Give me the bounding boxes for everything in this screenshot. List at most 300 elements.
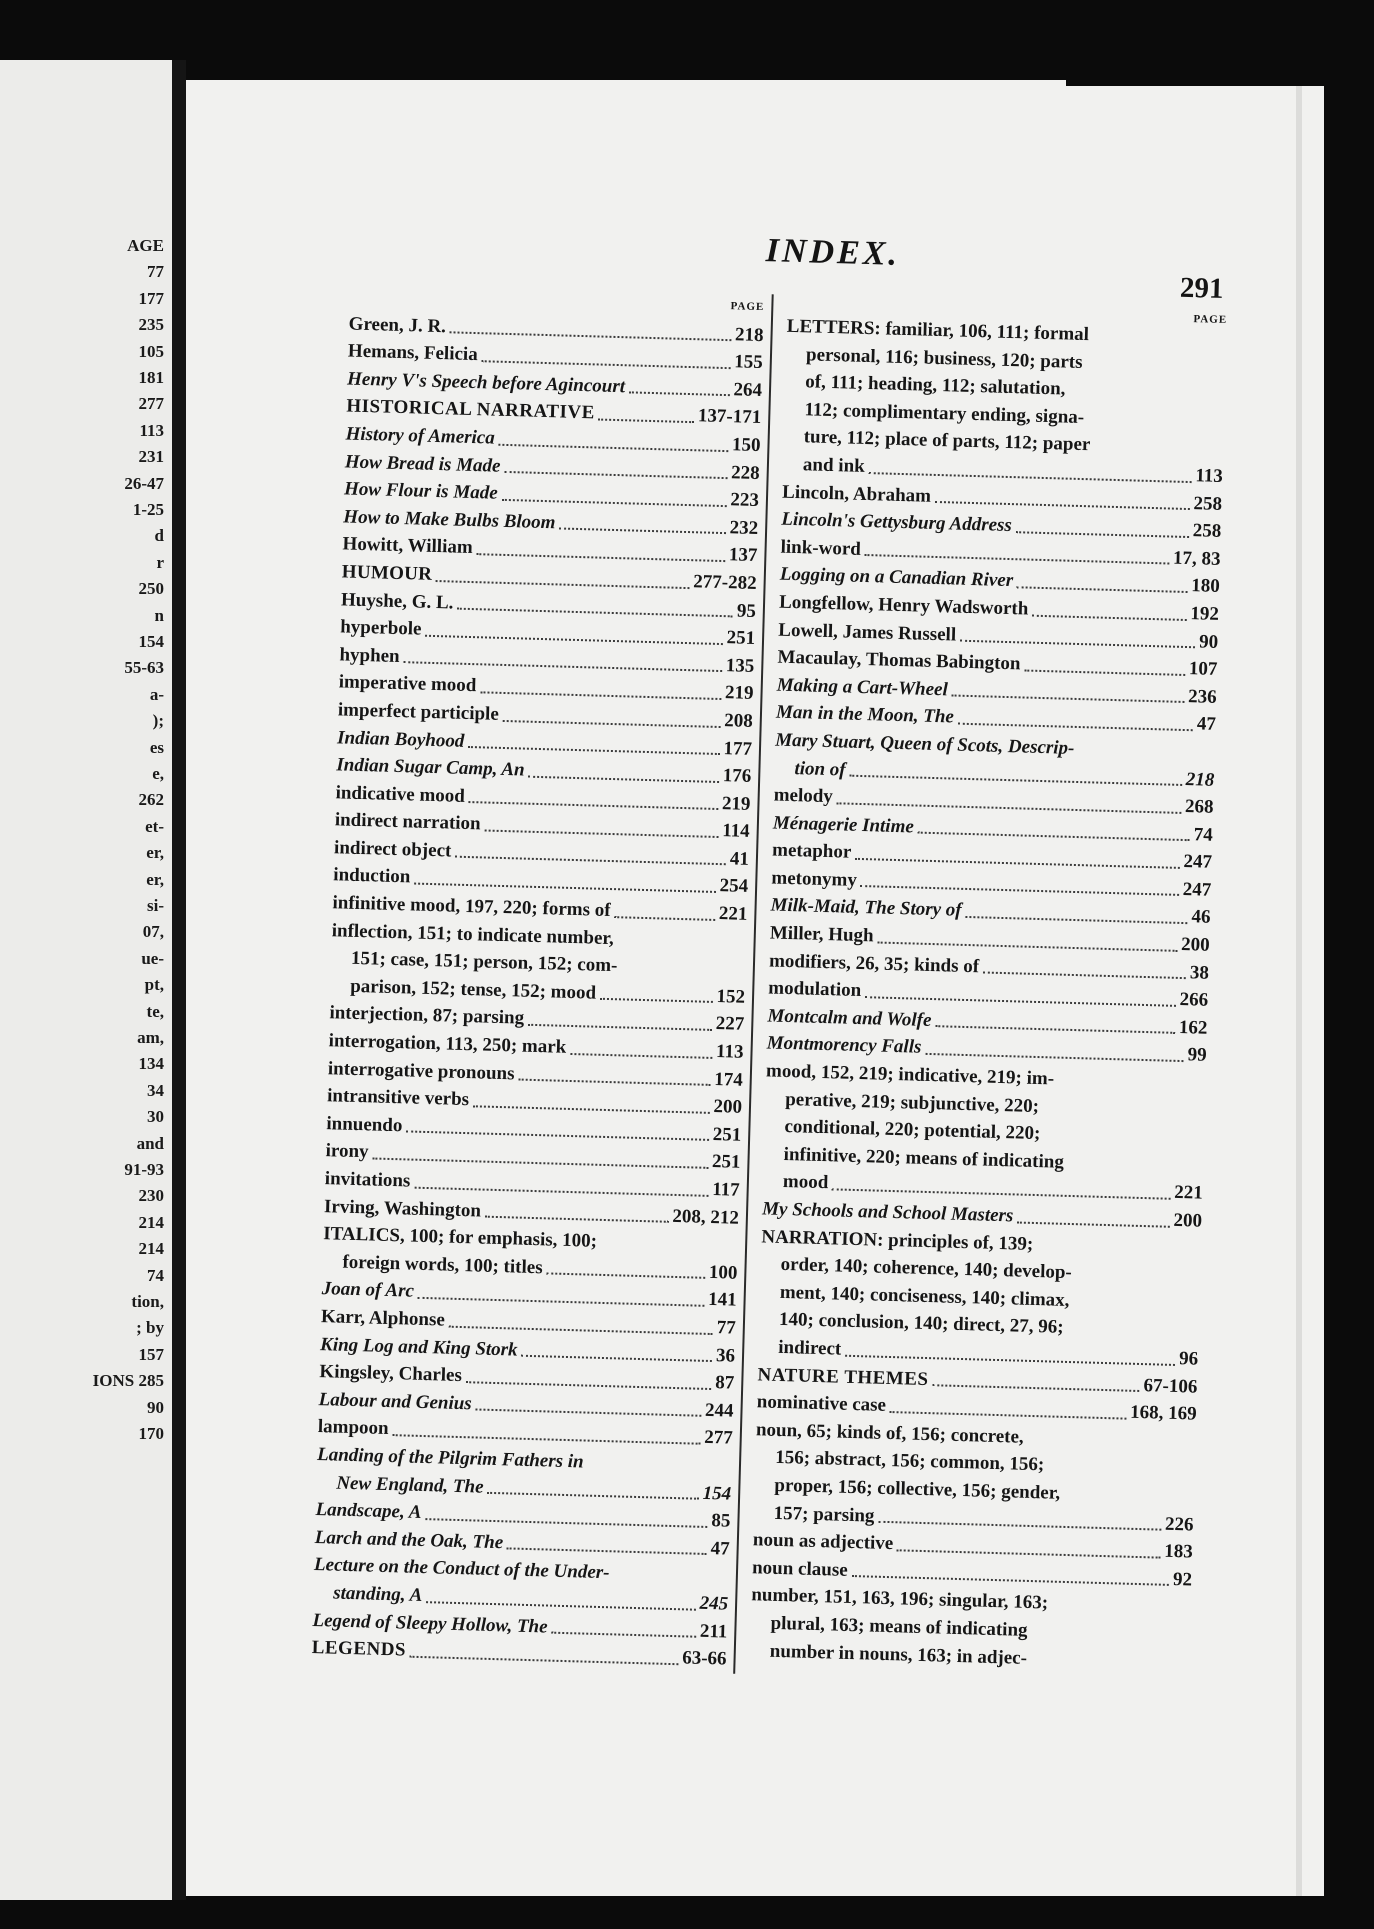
index-entry-page: 47 bbox=[710, 1537, 730, 1560]
leader-dots bbox=[528, 1024, 712, 1031]
index-entry-line: perative, 219; subjunctive, 220; bbox=[784, 1088, 1040, 1117]
page-number: 291 bbox=[1179, 271, 1224, 305]
leader-dots bbox=[629, 392, 730, 397]
index-entry-line: personal, 116; business, 120; parts bbox=[805, 343, 1083, 373]
leader-dots bbox=[414, 883, 715, 893]
index-entry-page: 221 bbox=[1173, 1182, 1204, 1205]
index-entry-text: Montcalm and Wolfe bbox=[767, 1005, 932, 1031]
index-entry-text: melody bbox=[773, 784, 834, 808]
index-entry-line: ITALICS, 100; for emphasis, 100; bbox=[323, 1223, 598, 1252]
previous-page-line: ); bbox=[152, 711, 164, 731]
index-entry-page: 277-282 bbox=[693, 571, 757, 594]
previous-page-line: 277 bbox=[138, 394, 164, 414]
page-edge bbox=[1296, 86, 1302, 1896]
index-entry-page: 218 bbox=[1185, 768, 1215, 791]
index-entry-text: Montmorency Falls bbox=[766, 1032, 922, 1059]
leader-dots bbox=[414, 1186, 708, 1196]
previous-page-line: 154 bbox=[138, 632, 164, 651]
index-entry-page: 92 bbox=[1172, 1568, 1193, 1591]
leader-dots bbox=[559, 528, 725, 535]
index-entry-page: 99 bbox=[1187, 1044, 1207, 1067]
index-entry-text: metonymy bbox=[771, 867, 858, 891]
leader-dots bbox=[410, 1655, 678, 1664]
index-entry-text: indicative mood bbox=[335, 782, 466, 807]
index-entry-line: LETTERS: familiar, 106, 111; formal bbox=[786, 315, 1090, 346]
index-entry-page: 183 bbox=[1163, 1540, 1194, 1563]
index-entry-page: 113 bbox=[1195, 465, 1224, 487]
index-entry-page: 47 bbox=[1196, 713, 1217, 736]
index-entry-page: 107 bbox=[1188, 658, 1218, 681]
index-entry-page: 67-106 bbox=[1143, 1374, 1198, 1398]
index-entry-line: noun, 65; kinds of, 156; concrete, bbox=[755, 1419, 1024, 1448]
index-entry-page: 46 bbox=[1191, 906, 1211, 929]
index-entry-line: infinitive, 220; means of indicating bbox=[783, 1143, 1065, 1173]
index-entry-line: inflection, 151; to indicate number, bbox=[331, 919, 615, 949]
index-entry-text: intransitive verbs bbox=[326, 1085, 470, 1111]
leader-dots bbox=[426, 1601, 695, 1611]
leader-dots bbox=[551, 1632, 695, 1638]
index-entry-line: number, 151, 163, 196; singular, 163; bbox=[751, 1584, 1049, 1614]
leader-dots bbox=[466, 1381, 711, 1390]
previous-page-line: 90 bbox=[147, 1397, 164, 1417]
previous-page-line: 34 bbox=[147, 1080, 164, 1100]
previous-page-line: 214 bbox=[138, 1212, 164, 1232]
index-entry-text: metaphor bbox=[771, 839, 852, 864]
index-entry-page: 117 bbox=[711, 1178, 740, 1201]
index-entry-text: mood bbox=[782, 1171, 829, 1194]
index-entry-text: Labour and Genius bbox=[318, 1388, 473, 1415]
leader-dots bbox=[482, 360, 731, 369]
index-entry-page: 254 bbox=[719, 875, 749, 898]
leader-dots bbox=[952, 695, 1184, 703]
index-entry-line: proper, 156; collective, 156; gender, bbox=[774, 1474, 1061, 1504]
index-entry-page: 223 bbox=[730, 489, 760, 512]
index-entry-page: 251 bbox=[712, 1123, 742, 1146]
previous-page-line: pt, bbox=[144, 975, 164, 995]
index-entry-page: 100 bbox=[708, 1261, 738, 1284]
index-entry-text: interjection, 87; parsing bbox=[329, 1002, 525, 1030]
leader-dots bbox=[503, 719, 721, 727]
previous-page-line: 214 bbox=[138, 1239, 164, 1259]
index-entry-text: interrogative pronouns bbox=[327, 1057, 515, 1085]
previous-page-line: 74 bbox=[147, 1265, 164, 1285]
index-entry-text: standing, A bbox=[332, 1582, 423, 1606]
index-entry-page: 137-171 bbox=[697, 405, 762, 429]
index-entry-page: 114 bbox=[721, 820, 750, 843]
index-entry-page: 155 bbox=[734, 351, 764, 374]
index-entry-page: 264 bbox=[733, 379, 763, 401]
index-entry-text: Indian Sugar Camp, An bbox=[336, 754, 525, 781]
leader-dots bbox=[1032, 614, 1186, 620]
previous-page-line: r bbox=[156, 552, 164, 572]
previous-page-line: 30 bbox=[147, 1107, 164, 1127]
index-entry-line: order, 140; coherence, 140; develop- bbox=[780, 1254, 1073, 1284]
index-entry-line: of, 111; heading, 112; salutation, bbox=[804, 371, 1066, 400]
index-entry-page: 135 bbox=[725, 654, 755, 677]
index-entry-text: Larch and the Oak, The bbox=[314, 1526, 504, 1553]
index-entry-line: 156; abstract, 156; common, 156; bbox=[774, 1447, 1045, 1476]
leader-dots bbox=[480, 691, 721, 700]
leader-dots bbox=[403, 661, 721, 672]
index-entry-page: 208, 212 bbox=[672, 1205, 740, 1229]
leader-dots bbox=[518, 1079, 710, 1086]
index-entry-page: 17, 83 bbox=[1172, 547, 1221, 570]
index-entry-text: Milk-Maid, The Story of bbox=[770, 894, 962, 922]
index-entry-page: 137 bbox=[728, 544, 758, 567]
index-entry-page: 221 bbox=[718, 903, 748, 925]
index-entry-text: 157; parsing bbox=[773, 1502, 875, 1527]
index-entry-text: irony bbox=[325, 1140, 369, 1163]
leader-dots bbox=[473, 1105, 709, 1114]
index-entry bbox=[749, 1582, 1191, 1677]
leader-dots bbox=[918, 832, 1190, 842]
leader-dots bbox=[983, 972, 1186, 980]
leader-dots bbox=[546, 1273, 704, 1279]
leader-dots bbox=[935, 1026, 1174, 1035]
index-entry-page: 218 bbox=[734, 323, 764, 346]
index-entry-page: 277 bbox=[703, 1427, 734, 1449]
index-entry-page: 85 bbox=[711, 1510, 731, 1532]
index-column-left bbox=[311, 283, 764, 1674]
index-entry-page: 168, 169 bbox=[1129, 1401, 1197, 1425]
page-column-label: PAGE bbox=[730, 300, 765, 314]
index-entry-text: NATURE THEMES bbox=[757, 1363, 929, 1390]
previous-page-line: 177 bbox=[138, 288, 164, 308]
leader-dots bbox=[960, 640, 1195, 649]
previous-page-line: si- bbox=[147, 896, 164, 915]
previous-page-line: tion, bbox=[131, 1292, 164, 1311]
index-entry-line: 140; conclusion, 140; direct, 27, 96; bbox=[778, 1309, 1064, 1339]
previous-page-line: n bbox=[154, 605, 164, 625]
index-entry-text: induction bbox=[333, 864, 411, 888]
leader-dots bbox=[507, 1548, 707, 1556]
previous-page-line: 181 bbox=[138, 368, 164, 387]
leader-dots bbox=[897, 1549, 1160, 1558]
index-entry-page: 258 bbox=[1192, 520, 1222, 543]
index-entry-page: 200 bbox=[1173, 1209, 1203, 1232]
previous-page-line: 262 bbox=[138, 790, 164, 810]
index-entry bbox=[758, 1223, 1202, 1373]
index-entry-page: 200 bbox=[1180, 934, 1210, 956]
index-entry-page: 96 bbox=[1178, 1348, 1199, 1370]
index-entry-text: invitations bbox=[324, 1168, 411, 1192]
previous-page-line: te, bbox=[146, 1001, 164, 1021]
index-entry bbox=[763, 1057, 1207, 1207]
index-entry-text: King Log and King Stork bbox=[319, 1333, 518, 1361]
index-entry-page: 228 bbox=[730, 461, 761, 484]
index-entry-text: HISTORICAL NARRATIVE bbox=[346, 395, 596, 424]
index-entry-text: LEGENDS bbox=[311, 1637, 407, 1661]
index-entry-page: 266 bbox=[1179, 989, 1209, 1012]
index-entry-text: History of America bbox=[345, 423, 496, 449]
leader-dots bbox=[890, 1411, 1126, 1420]
index-entry-line: ture, 112; place of parts, 112; paper bbox=[803, 426, 1091, 456]
leader-dots bbox=[877, 941, 1177, 951]
previous-page-line: 91-93 bbox=[124, 1160, 164, 1179]
index-entry-text: New England, The bbox=[336, 1472, 484, 1498]
leader-dots bbox=[528, 775, 718, 782]
index-entry-text: Howitt, William bbox=[342, 533, 474, 559]
index-entry bbox=[783, 313, 1227, 491]
index-entry-text: Ménagerie Intime bbox=[772, 812, 915, 838]
previous-page-line: 170 bbox=[138, 1424, 164, 1443]
index-entry-page: 174 bbox=[713, 1068, 744, 1091]
previous-page-line: 55-63 bbox=[124, 658, 164, 678]
index-entry-text: infinitive mood, 197, 220; forms of bbox=[332, 892, 611, 922]
index-entry-page: 258 bbox=[1193, 492, 1223, 515]
leader-dots bbox=[499, 443, 728, 451]
previous-page-line: es bbox=[149, 737, 164, 757]
index-entry-text: tion of bbox=[794, 757, 846, 781]
previous-page-fragment bbox=[0, 60, 172, 1900]
leader-dots bbox=[485, 1216, 668, 1223]
leader-dots bbox=[455, 856, 726, 866]
page-column-label: PAGE bbox=[1193, 313, 1228, 327]
index-entry-page: 200 bbox=[713, 1096, 743, 1118]
index-entry-page: 227 bbox=[715, 1013, 745, 1036]
index-page bbox=[186, 86, 1324, 1896]
previous-page-line: IONS 285 bbox=[92, 1371, 164, 1391]
previous-page-line: and bbox=[136, 1133, 164, 1153]
index-entry-text: imperfect participle bbox=[337, 699, 500, 725]
index-entry-page: 232 bbox=[729, 516, 759, 539]
leader-dots bbox=[878, 1521, 1161, 1531]
index-entry-page: 247 bbox=[1182, 878, 1212, 901]
previous-page-line: 07, bbox=[142, 922, 164, 942]
leader-dots bbox=[1017, 586, 1187, 593]
index-entry-text: hyperbole bbox=[339, 616, 422, 640]
previous-page-line: 26-47 bbox=[124, 473, 164, 493]
leader-dots bbox=[865, 996, 1176, 1007]
index-entry-text: Karr, Alphonse bbox=[320, 1306, 446, 1331]
index-entry-text: Henry V's Speech before Agincourt bbox=[346, 368, 626, 398]
index-entry-text: Logging on a Canadian River bbox=[779, 563, 1014, 592]
index-entry-line: Mary Stuart, Queen of Scots, Descrip- bbox=[774, 729, 1075, 759]
index-entry-text: indirect narration bbox=[334, 809, 481, 835]
leader-dots bbox=[476, 1409, 701, 1417]
index-entry-page: 244 bbox=[704, 1399, 734, 1422]
index-entry-text: Miller, Hugh bbox=[769, 922, 874, 947]
leader-dots bbox=[436, 580, 689, 589]
index-entry-text: How Bread is Made bbox=[344, 451, 501, 477]
previous-page-line: am, bbox=[137, 1028, 164, 1047]
index-entry-line: 112; complimentary ending, signa- bbox=[804, 399, 1085, 428]
index-entry-page: 63-66 bbox=[681, 1647, 727, 1670]
previous-page-line: 105 bbox=[138, 341, 164, 361]
leader-dots bbox=[477, 553, 725, 562]
leader-dots bbox=[418, 1297, 704, 1307]
index-entry-text: indirect object bbox=[333, 837, 452, 862]
index-entry-text: number in nouns, 163; in adjec- bbox=[769, 1640, 1028, 1669]
index-entry-text: Joan of Arc bbox=[321, 1278, 415, 1303]
leader-dots bbox=[861, 885, 1179, 896]
index-entry-text: hyphen bbox=[339, 644, 400, 667]
index-entry-line: mood, 152, 219; indicative, 219; im- bbox=[765, 1060, 1055, 1090]
previous-page-line: AGE bbox=[127, 236, 164, 255]
index-entry-page: 211 bbox=[699, 1620, 728, 1643]
index-entry-text: innuendo bbox=[326, 1112, 403, 1137]
previous-page-line: 230 bbox=[138, 1186, 164, 1206]
index-entry-text: modifiers, 26, 35; kinds of bbox=[768, 950, 980, 977]
leader-dots bbox=[600, 998, 713, 1003]
index-entry-text: nominative case bbox=[756, 1391, 887, 1417]
leader-dots bbox=[425, 1518, 707, 1528]
index-entry-page: 180 bbox=[1190, 575, 1221, 598]
index-entry-line: ment, 140; conciseness, 140; climax, bbox=[779, 1281, 1070, 1311]
leader-dots bbox=[449, 1325, 713, 1334]
leader-dots bbox=[932, 1384, 1139, 1392]
index-entry-line: Landing of the Pilgrim Fathers in bbox=[316, 1443, 584, 1473]
index-entry-page: 150 bbox=[731, 434, 761, 457]
index-entry-text: Macaulay, Thomas Babington bbox=[777, 646, 1021, 675]
running-head: INDEX. bbox=[765, 232, 901, 273]
column-header bbox=[349, 283, 764, 313]
index-entry-text: How to Make Bulbs Bloom bbox=[343, 506, 556, 534]
previous-page-line: ue- bbox=[141, 948, 164, 968]
leader-dots bbox=[469, 801, 718, 810]
leader-dots bbox=[925, 1053, 1183, 1062]
page-content bbox=[186, 86, 1324, 1896]
leader-dots bbox=[457, 608, 732, 618]
leader-dots bbox=[599, 418, 694, 423]
index-entry-page: 154 bbox=[702, 1482, 732, 1505]
book-gutter bbox=[172, 60, 186, 1900]
index-entry-text: Kingsley, Charles bbox=[319, 1361, 463, 1387]
leader-dots bbox=[965, 916, 1187, 924]
index-entry-page: 74 bbox=[1193, 823, 1214, 846]
leader-dots bbox=[851, 1575, 1168, 1586]
index-entry-page: 219 bbox=[724, 682, 754, 705]
leader-dots bbox=[406, 1131, 708, 1141]
index-entry-page: 36 bbox=[715, 1344, 736, 1367]
index-entry-page: 95 bbox=[736, 599, 757, 622]
index-entry-text: Making a Cart-Wheel bbox=[776, 674, 949, 701]
index-entry-text: noun as adjective bbox=[752, 1529, 894, 1555]
leader-dots bbox=[450, 332, 731, 342]
index-entry-page: 113 bbox=[715, 1041, 744, 1063]
index-entry-page: 90 bbox=[1198, 630, 1219, 653]
index-entry-text: noun clause bbox=[751, 1556, 848, 1581]
previous-page-line: 113 bbox=[139, 420, 164, 440]
previous-page-line: 157 bbox=[138, 1344, 164, 1364]
leader-dots bbox=[504, 471, 727, 479]
index-entry bbox=[753, 1416, 1196, 1539]
index-entry-text: Irving, Washington bbox=[323, 1195, 482, 1222]
previous-page-line: e, bbox=[152, 764, 164, 783]
index-entry-text: imperative mood bbox=[338, 671, 477, 697]
index-entry-page: 251 bbox=[711, 1151, 741, 1174]
index-entry-page: 251 bbox=[726, 627, 756, 650]
index-entry-page: 177 bbox=[723, 737, 753, 760]
leader-dots bbox=[1024, 669, 1184, 675]
index-entry-text: and ink bbox=[802, 454, 866, 477]
index-entry-line: plural, 163; means of indicating bbox=[770, 1612, 1028, 1641]
leader-dots bbox=[614, 916, 714, 921]
index-entry-text: indirect bbox=[778, 1336, 842, 1360]
leader-dots bbox=[487, 1492, 698, 1500]
index-entry-text: Longfellow, Henry Wadsworth bbox=[778, 591, 1029, 620]
index-entry-page: 208 bbox=[723, 710, 754, 732]
leader-dots bbox=[425, 634, 722, 644]
previous-page-line: er, bbox=[146, 843, 164, 863]
previous-page-line: 77 bbox=[147, 262, 164, 282]
leader-dots bbox=[570, 1053, 712, 1059]
index-entry-text: Legend of Sleepy Hollow, The bbox=[312, 1609, 548, 1638]
previous-page-line: et- bbox=[145, 816, 164, 836]
previous-page-line: 250 bbox=[138, 579, 164, 599]
index-entry-line: 151; case, 151; person, 152; com- bbox=[350, 948, 618, 977]
leader-dots bbox=[958, 723, 1193, 732]
index-entry-text: Indian Boyhood bbox=[336, 726, 465, 752]
index-entry-page: 226 bbox=[1164, 1513, 1194, 1536]
leader-dots bbox=[935, 501, 1190, 510]
previous-page-line: 231 bbox=[138, 447, 164, 467]
index-entry-text: How Flour is Made bbox=[343, 478, 498, 504]
index-entry-text: Lincoln, Abraham bbox=[781, 481, 932, 507]
index-entry-page: 219 bbox=[721, 792, 751, 815]
index-entry-text: Green, J. R. bbox=[348, 313, 447, 337]
index-entry-page: 162 bbox=[1178, 1016, 1208, 1039]
index-entry-text: Hemans, Felicia bbox=[347, 340, 479, 366]
index-entry-page: 87 bbox=[715, 1372, 735, 1394]
index-entry-text: lampoon bbox=[317, 1416, 389, 1440]
index-entry-line: Lecture on the Conduct of the Under- bbox=[313, 1554, 610, 1584]
index-entry-page: 176 bbox=[722, 765, 752, 787]
previous-page-line: er, bbox=[146, 869, 164, 889]
index-entry bbox=[330, 917, 747, 1011]
index-entry-text: HUMOUR bbox=[341, 561, 433, 585]
previous-page-line: ; by bbox=[136, 1318, 164, 1338]
leader-dots bbox=[468, 746, 719, 755]
previous-page-line: 134 bbox=[138, 1054, 164, 1074]
leader-dots bbox=[1017, 1221, 1169, 1227]
index-entry-page: 268 bbox=[1184, 796, 1214, 818]
previous-page-line: 1-25 bbox=[132, 500, 164, 519]
leader-dots bbox=[501, 499, 726, 507]
index-entry-page: 77 bbox=[716, 1317, 737, 1339]
leader-dots bbox=[865, 554, 1169, 564]
leader-dots bbox=[484, 829, 718, 838]
index-entry-text: Man in the Moon, The bbox=[775, 701, 955, 728]
index-entry-line: conditional, 220; potential, 220; bbox=[784, 1116, 1041, 1145]
leader-dots bbox=[392, 1434, 700, 1445]
index-entry-text: foreign words, 100; titles bbox=[342, 1251, 543, 1279]
leader-dots bbox=[1016, 531, 1189, 538]
index-entry-text: My Schools and School Masters bbox=[761, 1198, 1014, 1227]
index-entry-text: parison, 152; tense, 152; mood bbox=[349, 975, 597, 1004]
index-entry-page: 152 bbox=[716, 985, 746, 1008]
index-entry-page: 38 bbox=[1189, 961, 1210, 984]
previous-page-line: d bbox=[154, 526, 164, 546]
index-entry-page: 192 bbox=[1190, 603, 1220, 625]
index-entry-page: 245 bbox=[699, 1592, 729, 1615]
previous-page-line: 235 bbox=[138, 315, 164, 335]
index-entry-text: Huyshe, G. L. bbox=[340, 588, 454, 614]
index-entry-text: Landscape, A bbox=[315, 1499, 422, 1524]
index-entry-page: 141 bbox=[707, 1289, 737, 1312]
index-entry-page: 41 bbox=[729, 848, 750, 870]
index-entry-line: NARRATION: principles of, 139; bbox=[761, 1225, 1034, 1255]
index-entry-text: modulation bbox=[768, 977, 862, 1002]
index-entry-text: Lincoln's Gettysburg Address bbox=[781, 508, 1013, 537]
index-entry-page: 236 bbox=[1187, 685, 1217, 708]
index-entry-text: interrogation, 113, 250; mark bbox=[328, 1030, 567, 1058]
leader-dots bbox=[521, 1355, 712, 1362]
index-entry-text: Lowell, James Russell bbox=[778, 619, 957, 646]
previous-page-line: a- bbox=[149, 684, 164, 704]
index-entry-page: 247 bbox=[1183, 851, 1213, 874]
index-column-right bbox=[749, 295, 1227, 1677]
